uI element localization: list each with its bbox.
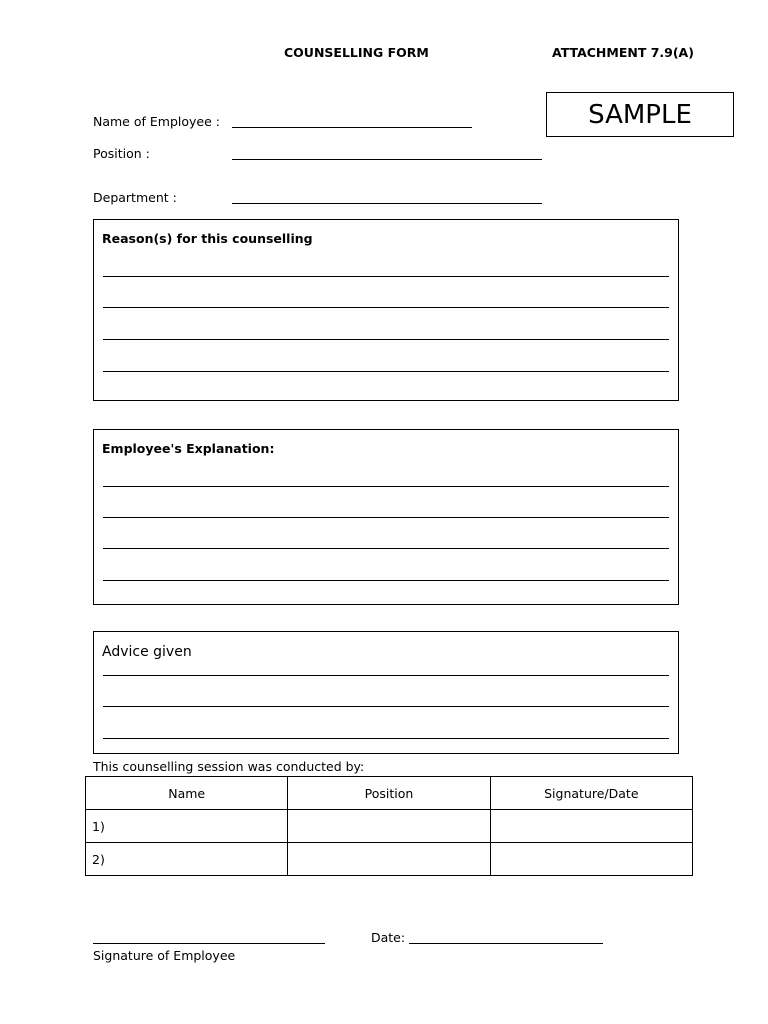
reasons-line-2[interactable] xyxy=(103,307,669,308)
row-2-position-cell[interactable] xyxy=(288,843,490,876)
employee-signature-label: Signature of Employee xyxy=(93,948,236,963)
explanation-section xyxy=(93,429,679,605)
advice-line-2[interactable] xyxy=(103,706,669,707)
department-field[interactable] xyxy=(232,203,542,204)
sample-stamp-text: SAMPLE xyxy=(588,99,692,130)
advice-line-1[interactable] xyxy=(103,675,669,676)
row-1-name-cell[interactable] xyxy=(86,810,288,843)
explanation-line-4[interactable] xyxy=(103,580,669,581)
attachment-label: ATTACHMENT 7.9(A) xyxy=(552,45,694,60)
reasons-title: Reason(s) for this counselling xyxy=(102,231,313,246)
advice-section xyxy=(93,631,679,754)
row-number: 2) xyxy=(92,851,105,867)
position-label: Position : xyxy=(93,146,150,161)
table-row xyxy=(86,843,693,876)
table-row xyxy=(86,810,693,843)
row-2-signature-date-cell[interactable] xyxy=(490,843,692,876)
name-of-employee-field[interactable] xyxy=(232,127,472,128)
conducted-by-caption: This counselling session was conducted by: xyxy=(93,759,365,774)
reasons-line-1[interactable] xyxy=(103,276,669,277)
advice-line-3[interactable] xyxy=(103,738,669,739)
reasons-line-4[interactable] xyxy=(103,371,669,372)
explanation-line-2[interactable] xyxy=(103,517,669,518)
row-2-name-cell[interactable] xyxy=(86,843,288,876)
advice-title: Advice given xyxy=(102,644,192,660)
date-label: Date: xyxy=(371,930,406,945)
row-number: 1) xyxy=(92,818,105,834)
column-header-signature-date: Signature/Date xyxy=(490,777,692,810)
column-header-name: Name xyxy=(86,777,288,810)
explanation-line-3[interactable] xyxy=(103,548,669,549)
employee-signature-line[interactable] xyxy=(93,943,325,944)
date-field[interactable] xyxy=(409,943,603,944)
name-of-employee-label: Name of Employee : xyxy=(93,114,220,129)
table-header-row xyxy=(86,777,693,810)
sample-stamp xyxy=(546,92,734,137)
reasons-section xyxy=(93,219,679,401)
conducted-by-table xyxy=(85,776,693,876)
explanation-line-1[interactable] xyxy=(103,486,669,487)
row-1-signature-date-cell[interactable] xyxy=(490,810,692,843)
department-label: Department : xyxy=(93,190,177,205)
form-title: COUNSELLING FORM xyxy=(284,45,429,60)
reasons-line-3[interactable] xyxy=(103,339,669,340)
column-header-position: Position xyxy=(288,777,490,810)
explanation-title: Employee's Explanation: xyxy=(102,441,275,456)
row-1-position-cell[interactable] xyxy=(288,810,490,843)
position-field[interactable] xyxy=(232,159,542,160)
